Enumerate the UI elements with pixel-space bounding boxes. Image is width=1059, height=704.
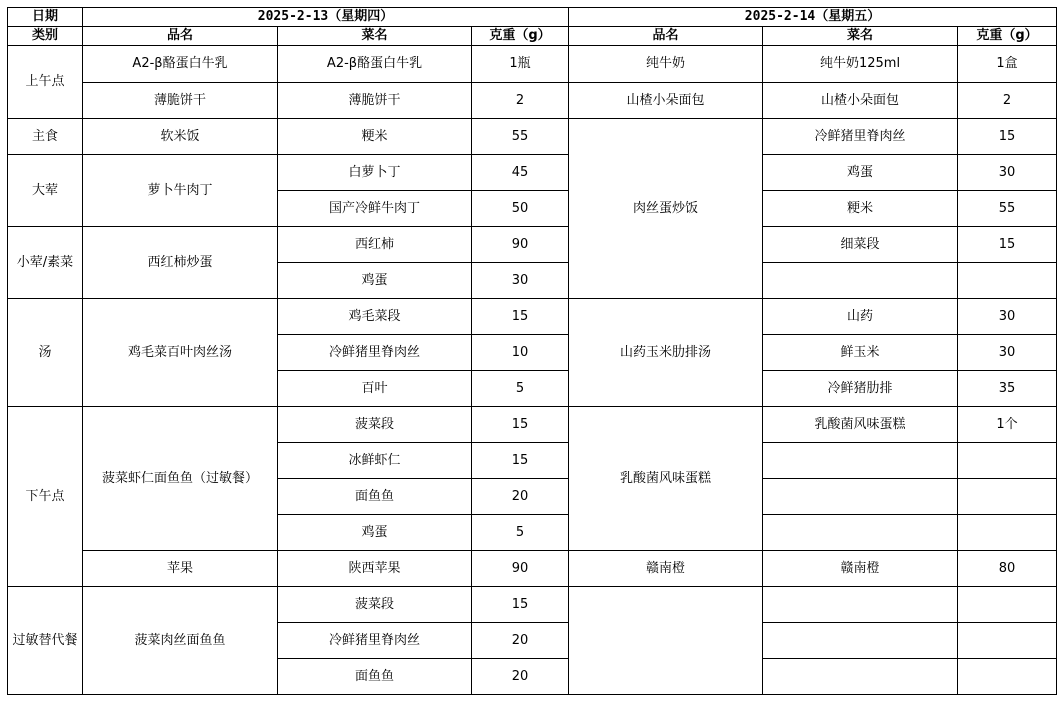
day1-dish: 薄脆饼干 <box>278 83 472 119</box>
table-row <box>8 551 1057 587</box>
day1-dish: 鸡蛋 <box>278 263 472 299</box>
day1-col-product: 品名 <box>83 27 278 46</box>
day2-product: 山药玉米肋排汤 <box>569 299 763 407</box>
day2-product: 山楂小朵面包 <box>569 83 763 119</box>
day2-weight: 30 <box>958 335 1057 371</box>
day2-dish: 细菜段 <box>763 227 958 263</box>
category-side-dish: 小荤/素菜 <box>8 227 83 299</box>
table-row <box>8 83 1057 119</box>
day1-weight: 15 <box>472 443 569 479</box>
day2-product-empty <box>569 587 763 695</box>
day1-weight: 20 <box>472 479 569 515</box>
day2-weight-empty <box>958 623 1057 659</box>
day1-dish: 陕西苹果 <box>278 551 472 587</box>
day1-dish: 冰鲜虾仁 <box>278 443 472 479</box>
day2-weight-empty <box>958 659 1057 695</box>
day1-dish: 面鱼鱼 <box>278 659 472 695</box>
day1-col-dish: 菜名 <box>278 27 472 46</box>
day2-dish: 山药 <box>763 299 958 335</box>
day1-dish: 面鱼鱼 <box>278 479 472 515</box>
table-row <box>8 407 1057 443</box>
day2-weight: 80 <box>958 551 1057 587</box>
day2-dish: 鸡蛋 <box>763 155 958 191</box>
day1-dish: 国产冷鲜牛肉丁 <box>278 191 472 227</box>
day2-product: 肉丝蛋炒饭 <box>569 119 763 299</box>
day1-weight: 55 <box>472 119 569 155</box>
category-afternoon-snack: 下午点 <box>8 407 83 587</box>
day2-col-product: 品名 <box>569 27 763 46</box>
day1-dish: 鸡蛋 <box>278 515 472 551</box>
day2-weight: 1个 <box>958 407 1057 443</box>
day1-product: 西红柿炒蛋 <box>83 227 278 299</box>
table-row <box>8 299 1057 335</box>
menu-table <box>7 7 1057 695</box>
day1-product: 萝卜牛肉丁 <box>83 155 278 227</box>
day1-dish: 菠菜段 <box>278 587 472 623</box>
day2-weight: 30 <box>958 155 1057 191</box>
date-label: 日期 <box>8 8 83 27</box>
day1-dish: 粳米 <box>278 119 472 155</box>
day1-dish: 菠菜段 <box>278 407 472 443</box>
day1-weight: 5 <box>472 515 569 551</box>
day1-weight: 5 <box>472 371 569 407</box>
day1-date: 2025-2-13（星期四） <box>83 8 569 27</box>
category-allergy-alt: 过敏替代餐 <box>8 587 83 695</box>
day1-weight: 10 <box>472 335 569 371</box>
day1-weight: 15 <box>472 299 569 335</box>
day1-weight: 30 <box>472 263 569 299</box>
day1-weight: 45 <box>472 155 569 191</box>
table-row <box>8 587 1057 623</box>
category-soup: 汤 <box>8 299 83 407</box>
day1-product: 软米饭 <box>83 119 278 155</box>
table-row <box>8 227 1057 263</box>
day2-dish-empty <box>763 659 958 695</box>
day2-dish: 山楂小朵面包 <box>763 83 958 119</box>
day1-product: 菠菜虾仁面鱼鱼（过敏餐） <box>83 407 278 551</box>
day1-product: 苹果 <box>83 551 278 587</box>
day2-dish-empty <box>763 515 958 551</box>
day1-product: 菠菜肉丝面鱼鱼 <box>83 587 278 695</box>
day1-dish: 冷鲜猪里脊肉丝 <box>278 623 472 659</box>
day1-weight: 90 <box>472 551 569 587</box>
day2-weight-empty <box>958 587 1057 623</box>
day2-weight: 15 <box>958 227 1057 263</box>
day1-dish: 鸡毛菜段 <box>278 299 472 335</box>
day2-weight: 15 <box>958 119 1057 155</box>
table-row <box>8 119 1057 155</box>
day2-dish: 纯牛奶125ml <box>763 46 958 83</box>
day2-weight: 35 <box>958 371 1057 407</box>
category-label: 类别 <box>8 27 83 46</box>
day1-weight: 20 <box>472 623 569 659</box>
day2-weight: 1盒 <box>958 46 1057 83</box>
day2-weight-empty <box>958 479 1057 515</box>
day2-date: 2025-2-14（星期五） <box>569 8 1057 27</box>
header-row-date <box>8 8 1057 27</box>
day2-weight-empty <box>958 443 1057 479</box>
day1-weight: 50 <box>472 191 569 227</box>
day2-dish: 粳米 <box>763 191 958 227</box>
day2-product: 乳酸菌风味蛋糕 <box>569 407 763 551</box>
day2-dish-empty <box>763 623 958 659</box>
day1-dish: 冷鲜猪里脊肉丝 <box>278 335 472 371</box>
header-row-columns <box>8 27 1057 46</box>
day2-dish: 冷鲜猪里脊肉丝 <box>763 119 958 155</box>
day2-weight: 2 <box>958 83 1057 119</box>
day1-dish: 西红柿 <box>278 227 472 263</box>
day2-product: 纯牛奶 <box>569 46 763 83</box>
day2-dish: 冷鲜猪肋排 <box>763 371 958 407</box>
category-staple: 主食 <box>8 119 83 155</box>
day1-dish: A2-β酪蛋白牛乳 <box>278 46 472 83</box>
day1-dish: 白萝卜丁 <box>278 155 472 191</box>
day1-dish: 百叶 <box>278 371 472 407</box>
day2-col-dish: 菜名 <box>763 27 958 46</box>
day1-weight: 15 <box>472 587 569 623</box>
day2-dish: 赣南橙 <box>763 551 958 587</box>
day2-dish-empty <box>763 479 958 515</box>
day1-col-weight: 克重（g） <box>472 27 569 46</box>
day2-product: 赣南橙 <box>569 551 763 587</box>
category-morning-snack: 上午点 <box>8 46 83 119</box>
day1-weight: 90 <box>472 227 569 263</box>
day1-product: 薄脆饼干 <box>83 83 278 119</box>
day1-product: 鸡毛菜百叶肉丝汤 <box>83 299 278 407</box>
day2-weight-empty <box>958 263 1057 299</box>
day2-weight: 55 <box>958 191 1057 227</box>
day2-dish-empty <box>763 443 958 479</box>
day2-dish: 鲜玉米 <box>763 335 958 371</box>
table-row <box>8 155 1057 191</box>
day1-weight: 15 <box>472 407 569 443</box>
table-row <box>8 46 1057 83</box>
day2-col-weight: 克重（g） <box>958 27 1057 46</box>
day1-weight: 1瓶 <box>472 46 569 83</box>
day2-dish-empty <box>763 263 958 299</box>
day1-weight: 20 <box>472 659 569 695</box>
day2-dish: 乳酸菌风味蛋糕 <box>763 407 958 443</box>
day1-product: A2-β酪蛋白牛乳 <box>83 46 278 83</box>
day1-weight: 2 <box>472 83 569 119</box>
day2-dish-empty <box>763 587 958 623</box>
day2-weight-empty <box>958 515 1057 551</box>
category-main-dish: 大荤 <box>8 155 83 227</box>
day2-weight: 30 <box>958 299 1057 335</box>
